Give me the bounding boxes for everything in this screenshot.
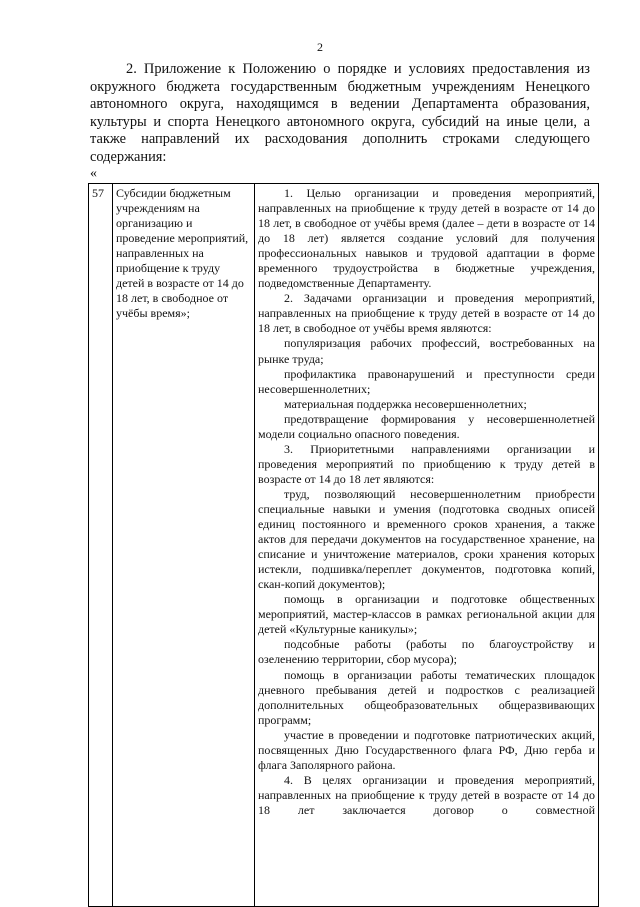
description-paragraph: популяризация рабочих профессий, востребованных на рынке труда;	[258, 336, 595, 366]
description-paragraph: профилактика правонарушений и преступности среди несовершеннолетних;	[258, 366, 595, 396]
intro-paragraph: 2. Приложение к Положению о порядке и условиях предоставления из окружного бюджета государственным бюджетным учреждениям Ненецкого автономного округа, находящимся в ведении Департамента образования, культуры и спорта Ненецкого автономного округа, субсидий на иные цели, а также направлений их расходования дополнить строками следующего содержания:	[90, 61, 590, 165]
description-paragraph: труд, позволяющий несовершеннолетним приобрести специальные навыки и умения (подготовка сводных описей единиц постоянного и временного сроков хранения, а также актов для передачи документов на государственное хранение, на списание и уничтожение материалов, сроки хранения которых истекли, подшивка/переплет документов, подготовка копий, скан-копий документов);	[258, 486, 595, 592]
row-number: 57	[89, 184, 113, 907]
description-paragraph: 4. В целях организации и проведения мероприятий, направленных на приобщение к труду детей в возрасте от 14 до 18 лет заключается договор о совместной	[258, 772, 595, 817]
description-paragraph: 1. Целью организации и проведения мероприятий, направленных на приобщение к труду детей в возрасте от 14 до 18 лет, в свободное от учёбы время (далее – дети в возрасте от 14 до 18 лет) является создание условий для получения профессиональных навыков и трудовой адаптации в форме временного трудоустройства в бюджетные учреждения, подведомственные Департаменту.	[258, 186, 595, 291]
description-paragraph: 2. Задачами организации и проведения мероприятий, направленных на приобщение к труду детей в возрасте от 14 до 18 лет, в свободное от учёбы время являются:	[258, 291, 595, 336]
row-subsidy-name: Субсидии бюджетным учреждениям на организацию и проведение мероприятий, направленных на приобщение к труду детей в возрасте от 14 до 18 лет, в свободное от учёбы время»;	[113, 184, 255, 907]
opening-quote-mark: «	[90, 166, 97, 181]
row-description	[255, 184, 599, 907]
description-paragraph: предотвращение формирования у несовершеннолетней модели социально опасного поведения.	[258, 411, 595, 441]
amendment-table	[88, 183, 599, 907]
description-paragraph: помощь в организации и подготовке общественных мероприятий, мастер-классов в рамках региональной акции для детей «Культурные каникулы»;	[258, 592, 595, 637]
description-paragraph: материальная поддержка несовершеннолетних;	[284, 396, 527, 411]
description-paragraph: помощь в организации работы тематических площадок дневного пребывания детей и подростков с реализацией дополнительных общеобразовательных общеразвивающих программ;	[258, 667, 595, 727]
page-number: 2	[317, 40, 323, 54]
description-paragraph: подсобные работы (работы по благоустройству и озеленению территории, сбор мусора);	[258, 637, 595, 667]
description-paragraph: участие в проведении и подготовке патриотических акций, посвященных Дню Государственного флага РФ, Дню герба и флага Заполярного района.	[258, 727, 595, 772]
table-row	[89, 184, 599, 907]
description-paragraph: 3. Приоритетными направлениями организации и проведения мероприятий по приобщению к труду детей в возрасте от 14 до 18 лет являются:	[258, 441, 595, 486]
